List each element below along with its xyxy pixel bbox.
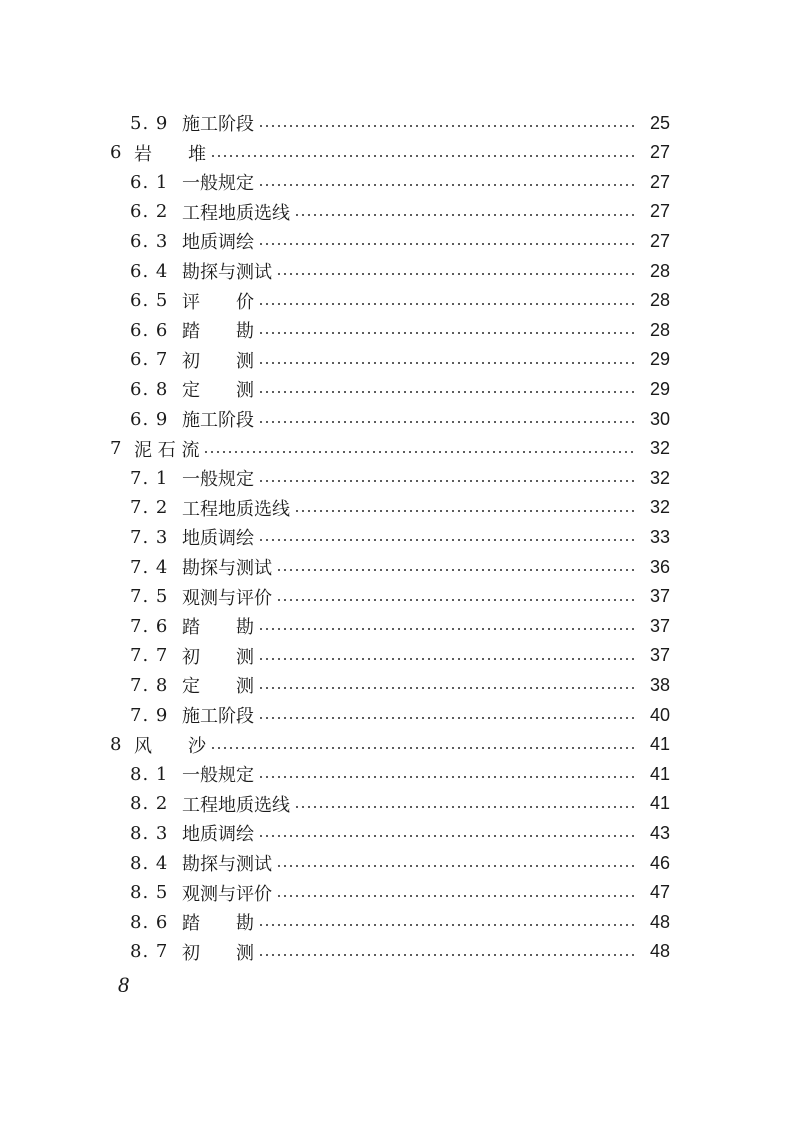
dot-leader xyxy=(276,599,636,601)
toc-entry-page: 37 xyxy=(649,615,670,636)
dot-leader xyxy=(258,776,636,778)
toc-section-entry xyxy=(130,670,670,700)
toc-entry-title: 地质调绘 xyxy=(182,824,254,846)
toc-entry-number: 7. 3 xyxy=(130,526,169,548)
toc-section-entry xyxy=(130,759,670,789)
toc-entry-page: 48 xyxy=(649,911,670,932)
toc-entry-title: 勘探与测试 xyxy=(182,558,272,579)
toc-entry-title: 一般规定 xyxy=(182,173,254,195)
page-number: 8 xyxy=(118,972,129,997)
toc-entry-title: 施工阶段 xyxy=(182,114,254,135)
dot-leader xyxy=(276,865,636,867)
toc-entry-number: 6. 4 xyxy=(130,260,169,282)
toc-section-entry xyxy=(130,256,670,286)
toc-entry-number: 7. 2 xyxy=(130,497,169,519)
dot-leader xyxy=(276,569,636,571)
dot-leader xyxy=(258,954,636,956)
toc-section-entry xyxy=(130,226,670,256)
toc-entry-page: 28 xyxy=(649,319,670,340)
dot-leader xyxy=(258,332,636,334)
toc-entry-number: 8. 2 xyxy=(130,793,169,815)
toc-entry-number: 7. 5 xyxy=(130,586,169,608)
toc-entry-page: 41 xyxy=(649,763,670,784)
dot-leader xyxy=(210,747,636,749)
dot-leader xyxy=(258,924,636,926)
toc-entry-number: 5. 9 xyxy=(130,112,169,134)
toc-entry-page: 47 xyxy=(649,882,670,903)
toc-entry-page: 37 xyxy=(649,586,670,607)
dot-leader xyxy=(258,391,636,393)
toc-entry-number: 8. 4 xyxy=(130,852,169,874)
toc-section-entry xyxy=(130,108,670,138)
dot-leader xyxy=(258,362,636,364)
toc-entry-number: 6. 7 xyxy=(130,349,169,371)
toc-entry-page: 40 xyxy=(649,704,670,725)
dot-leader xyxy=(210,155,636,157)
toc-entry-number: 8. 3 xyxy=(130,822,169,844)
toc-entry-page: 36 xyxy=(649,556,670,577)
toc-entry-number: 7. 9 xyxy=(130,704,169,726)
toc-entry-number: 8. 7 xyxy=(130,941,169,963)
toc-entry-title: 地质调绘 xyxy=(182,528,254,550)
toc-entry-page: 43 xyxy=(649,822,670,843)
toc-section-entry xyxy=(130,848,670,878)
toc-entry-page: 48 xyxy=(649,941,670,962)
toc-section-entry xyxy=(130,700,670,730)
toc-entry-page: 28 xyxy=(649,260,670,281)
toc-entry-title: 风 沙 xyxy=(134,735,206,757)
dot-leader xyxy=(258,835,636,837)
dot-leader xyxy=(258,539,636,541)
toc-entry-title: 施工阶段 xyxy=(182,410,254,431)
dot-leader xyxy=(258,480,636,482)
toc-entry-number: 8 xyxy=(110,734,123,756)
toc-entry-number: 7. 1 xyxy=(130,467,169,489)
toc-section-entry xyxy=(130,641,670,671)
toc-entry-number: 7. 6 xyxy=(130,615,169,637)
toc-entry-number: 6. 2 xyxy=(130,201,169,223)
toc-section-entry xyxy=(130,374,670,404)
toc-entry-title: 初 测 xyxy=(182,942,254,964)
toc-entry-page: 46 xyxy=(649,852,670,873)
toc-entry-number: 6. 3 xyxy=(130,230,169,252)
dot-leader xyxy=(258,243,636,245)
dot-leader xyxy=(294,806,636,808)
toc-entry-title: 初 测 xyxy=(182,350,254,372)
toc-entry-title: 岩 堆 xyxy=(134,143,206,165)
toc-entry-title: 定 测 xyxy=(182,676,254,698)
toc-section-entry xyxy=(130,286,670,316)
toc-chapter-entry xyxy=(110,434,670,464)
toc-entry-number: 6. 9 xyxy=(130,408,169,430)
toc-entry-page: 29 xyxy=(649,349,670,370)
dot-leader xyxy=(258,184,636,186)
dot-leader xyxy=(258,658,636,660)
toc-entry-number: 8. 6 xyxy=(130,911,169,933)
toc-entry-page: 38 xyxy=(649,674,670,695)
toc-section-entry xyxy=(130,937,670,967)
toc-entry-page: 29 xyxy=(649,378,670,399)
toc-entry-number: 6. 1 xyxy=(130,171,169,193)
toc-entry-number: 7. 7 xyxy=(130,645,169,667)
toc-entry-title: 工程地质选线 xyxy=(182,202,290,224)
toc-entry-title: 工程地质选线 xyxy=(182,498,290,520)
toc-entry-title: 一般规定 xyxy=(182,765,254,787)
dot-leader xyxy=(258,125,636,127)
toc-entry-title: 勘探与测试 xyxy=(182,262,272,283)
dot-leader xyxy=(258,717,636,719)
toc-entry-number: 6. 6 xyxy=(130,319,169,341)
dot-leader xyxy=(276,273,636,275)
dot-leader xyxy=(258,421,636,423)
toc-entry-number: 8. 1 xyxy=(130,763,169,785)
toc-entry-page: 37 xyxy=(649,645,670,666)
toc-entry-number: 6 xyxy=(110,142,123,164)
toc-entry-page: 32 xyxy=(649,438,670,459)
toc-entry-title: 踏 勘 xyxy=(182,321,254,343)
toc-entry-title: 初 测 xyxy=(182,646,254,668)
toc-entry-number: 7. 8 xyxy=(130,674,169,696)
toc-chapter-entry xyxy=(110,138,670,168)
toc-section-entry xyxy=(130,552,670,582)
toc-entry-page: 27 xyxy=(649,142,670,163)
toc-section-entry xyxy=(130,789,670,819)
toc-section-entry xyxy=(130,197,670,227)
toc-section-entry xyxy=(130,167,670,197)
toc-section-entry xyxy=(130,404,670,434)
toc-entry-number: 7. 4 xyxy=(130,556,169,578)
toc-entry-page: 41 xyxy=(649,734,670,755)
toc-entry-page: 32 xyxy=(649,497,670,518)
dot-leader xyxy=(258,687,636,689)
dot-leader xyxy=(258,303,636,305)
toc-entry-number: 6. 5 xyxy=(130,290,169,312)
toc-entry-page: 27 xyxy=(649,171,670,192)
toc-entry-page: 27 xyxy=(649,201,670,222)
toc-entry-title: 工程地质选线 xyxy=(182,794,290,816)
toc-entry-title: 泥 石 流 xyxy=(134,439,200,461)
toc-section-entry xyxy=(130,582,670,612)
toc-entry-page: 27 xyxy=(649,230,670,251)
dot-leader xyxy=(276,895,636,897)
toc-section-entry xyxy=(130,878,670,908)
toc-entry-title: 定 测 xyxy=(182,380,254,402)
toc-entry-page: 25 xyxy=(649,112,670,133)
toc-entry-number: 7 xyxy=(110,438,123,460)
toc-entry-page: 41 xyxy=(649,793,670,814)
toc-entry-title: 踏 勘 xyxy=(182,617,254,639)
toc-entry-title: 勘探与测试 xyxy=(182,854,272,875)
toc-entry-title: 观测与评价 xyxy=(182,883,272,905)
dot-leader xyxy=(294,214,636,216)
toc-entry-page: 30 xyxy=(649,408,670,429)
dot-leader xyxy=(258,628,636,630)
toc-entry-title: 评 价 xyxy=(182,291,254,313)
toc-entry-title: 踏 勘 xyxy=(182,913,254,935)
toc-section-entry xyxy=(130,345,670,375)
toc-section-entry xyxy=(130,493,670,523)
toc-section-entry xyxy=(130,818,670,848)
toc-section-entry xyxy=(130,463,670,493)
toc-section-entry xyxy=(130,611,670,641)
toc-entry-number: 8. 5 xyxy=(130,882,169,904)
toc-entry-page: 33 xyxy=(649,526,670,547)
toc-section-entry xyxy=(130,907,670,937)
dot-leader xyxy=(203,451,636,453)
toc-chapter-entry xyxy=(110,730,670,760)
dot-leader xyxy=(294,510,636,512)
toc-entry-title: 地质调绘 xyxy=(182,232,254,254)
toc-entry-number: 6. 8 xyxy=(130,378,169,400)
toc-entry-page: 28 xyxy=(649,290,670,311)
toc-section-entry xyxy=(130,522,670,552)
toc-section-entry xyxy=(130,315,670,345)
toc-entry-title: 一般规定 xyxy=(182,469,254,491)
toc-entry-title: 观测与评价 xyxy=(182,587,272,609)
toc-entry-page: 32 xyxy=(649,467,670,488)
toc-entry-title: 施工阶段 xyxy=(182,706,254,727)
